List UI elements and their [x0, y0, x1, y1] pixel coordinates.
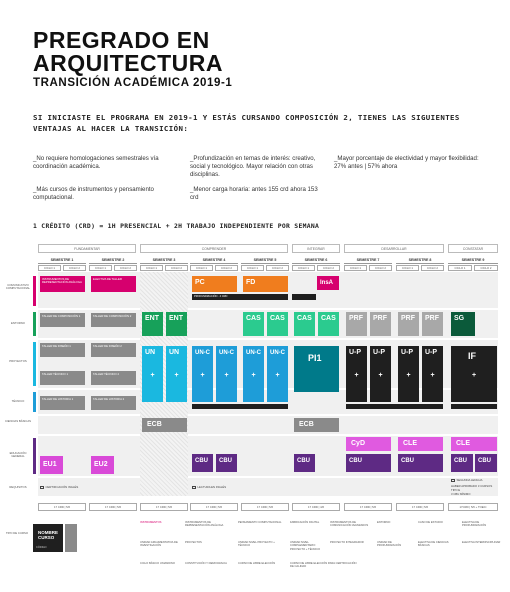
stage-constatar: CONSTATAR	[448, 244, 498, 253]
checkbox-icon	[192, 486, 196, 490]
course-prf[interactable]	[422, 312, 443, 336]
course-code: CAS	[297, 315, 312, 322]
stage-fundamentar: FUNDAMENTAR	[38, 244, 136, 253]
legend-item: UNIDAD DE PROFUNDIZACIÓN	[377, 541, 402, 548]
profundizacion-bar	[346, 404, 443, 409]
course-code: CAS	[246, 315, 261, 322]
course-taller-diseno-1[interactable]: TALLER DE DISEÑO 1	[40, 343, 85, 357]
benefit-4: _Menor carga horaria: antes 155 crd ahora 153 crd	[190, 186, 318, 201]
course-code: CBU	[195, 458, 208, 464]
course-code: UN-C	[270, 350, 285, 356]
legend-item: PROYECTO INTEGRADOR	[330, 541, 364, 544]
cycle-label: CICLO 2	[317, 265, 340, 271]
course-code: EU2	[94, 461, 108, 468]
course-un[interactable]	[166, 346, 187, 402]
plus-icon: +	[430, 372, 435, 379]
course-pi1[interactable]	[294, 346, 339, 392]
legend-item: PENSAMIENTO COMPUTACIONAL	[238, 521, 282, 524]
course-code: CBU	[401, 458, 414, 464]
legend-item: UNIDAD NIVEL COMPLEMENTARIO PROYECTO + TÉCNICO	[290, 541, 321, 551]
checkbox-icon	[40, 486, 44, 490]
semester-total: 17 CRD | 5/6	[190, 503, 238, 511]
area-bar	[33, 276, 36, 306]
cycle-label: CICLO 1	[448, 265, 472, 271]
semester-1-header: SEMESTRE 1	[38, 256, 86, 264]
course-ecb[interactable]	[142, 418, 187, 432]
course-cas[interactable]	[243, 312, 264, 336]
course-cle[interactable]	[451, 437, 497, 451]
cycle-label: CICLO 2	[421, 265, 444, 271]
course-code: SG	[454, 315, 465, 322]
course-pc[interactable]	[192, 276, 237, 292]
cycle-label: CICLO 1	[140, 265, 163, 271]
semester-total: 17 CRD | 5/6	[38, 503, 86, 511]
course-taller-historia-1[interactable]: TALLER DE HISTORIA 1	[40, 396, 85, 410]
course-taller-diseno-2[interactable]: TALLER DE DISEÑO 2	[91, 343, 136, 357]
cycle-label: CICLO 1	[396, 265, 419, 271]
legend-item: PROYECTOS	[185, 541, 202, 544]
course-un-c[interactable]	[216, 346, 237, 402]
course-code: PI1	[308, 353, 322, 363]
legend-sample-box	[33, 524, 63, 552]
cycle-label: CICLO 2	[63, 265, 86, 271]
page-title-line1: PREGRADO EN	[33, 27, 210, 53]
area-entorno: ENTORNO	[11, 321, 25, 325]
course-code: UN	[145, 349, 156, 356]
intro-text: SI INICIASTE EL PROGRAMA EN 2019-1 Y ESTÁS CURSANDO COMPOSICIÓN 2, TIENES LAS SIGUIENTES VENTAJAS AL HACER LA TRANSICIÓN:	[33, 113, 460, 133]
course-eu1[interactable]	[40, 456, 63, 474]
semester-8-header: SEMESTRE 8	[396, 256, 444, 264]
page-subtitle: TRANSICIÓN ACADÉMICA 2019-1	[33, 77, 233, 89]
course-cbu[interactable]	[398, 454, 443, 472]
profundizacion-bar: PROFUNDIZACIÓN · 4 CRD	[192, 294, 288, 300]
legend-item: CICLO BÁSICO UNIANDINO	[140, 562, 175, 565]
semester-total: 17 CRD | 5/6	[396, 503, 444, 511]
area-bar	[33, 342, 36, 386]
course-code: CBU	[454, 458, 467, 464]
course-code: U-P	[349, 349, 362, 356]
cycle-label: CICLO 1	[241, 265, 264, 271]
course-code: CBU	[478, 458, 491, 464]
legend-item: CURSO DE LIBRE ELECCIÓN	[238, 562, 276, 565]
requirement-certificacion-ingles[interactable]	[40, 485, 78, 489]
legend-item: CURSO DE LIBRE ELECCIÓN PARA CERTIFICACIÓN DE CALIDAD	[290, 562, 357, 569]
course-un-c[interactable]	[243, 346, 264, 402]
cycle-label: CICLO 2	[266, 265, 289, 271]
course-code: UN-C	[219, 350, 234, 356]
profundizacion-bar	[451, 404, 497, 409]
course-cbu[interactable]	[192, 454, 213, 472]
course-un-c[interactable]	[267, 346, 288, 402]
cycle-label: CICLO 2	[474, 265, 498, 271]
semester-9-header: SEMESTRE 9	[448, 256, 498, 264]
plus-icon: +	[406, 372, 411, 379]
course-code: PC	[195, 279, 205, 286]
course-code: CAS	[321, 315, 336, 322]
plus-icon: +	[471, 372, 477, 379]
requirement-label: LECTURA EN INGLÉS	[197, 485, 227, 489]
semester-5-header: SEMESTRE 5	[241, 256, 289, 264]
plus-icon: +	[150, 372, 155, 379]
course-code: U-P	[401, 349, 414, 356]
course-code: ENT	[169, 315, 183, 322]
legend-box-code: CÓDIGO	[36, 546, 47, 549]
course-cbu[interactable]	[451, 454, 473, 472]
course-cas[interactable]	[318, 312, 339, 336]
course-cyd[interactable]	[346, 437, 391, 451]
cycle-label: CICLO 2	[215, 265, 238, 271]
area-bar	[33, 392, 36, 412]
course-code: FD	[246, 279, 256, 286]
course-code: CLE	[456, 440, 470, 447]
course-un[interactable]	[142, 346, 163, 402]
course-code: CyD	[351, 440, 366, 447]
course-cbu[interactable]	[294, 454, 315, 472]
plus-icon: +	[378, 372, 383, 379]
course-ent[interactable]	[166, 312, 187, 336]
course-prf[interactable]	[370, 312, 391, 336]
course-insa[interactable]	[317, 276, 339, 290]
semester-7-header: SEMESTRE 7	[344, 256, 392, 264]
course-u-p[interactable]	[370, 346, 391, 402]
benefit-5: _Mayor porcentaje de electividad y mayor flexibilidad: 27% antes | 57% ahora	[334, 155, 479, 170]
course-taller-composicion-1[interactable]: TALLER DE COMPOSICIÓN 1	[40, 313, 85, 327]
semester-total: 17 CRD | 5/6	[241, 503, 289, 511]
page-title-line2: ARQUITECTURA	[33, 50, 223, 76]
legend-item: ELECTIVA DE PROFUNDIZACIÓN	[462, 521, 487, 528]
legend-item: ELECTIVA DE CIENCIAS BÁSICAS	[418, 541, 449, 548]
course-ecb[interactable]	[294, 418, 339, 432]
cycle-label: CICLO 1	[344, 265, 367, 271]
area-bar	[33, 312, 36, 336]
plus-icon: +	[251, 372, 256, 379]
course-un-c[interactable]	[192, 346, 213, 402]
course-ent[interactable]	[142, 312, 163, 336]
course-code: PRF	[425, 315, 439, 322]
course-code: ENT	[145, 315, 159, 322]
requirement-cbu-minimo	[451, 492, 470, 496]
course-code: UN-C	[246, 350, 261, 356]
course-code: PRF	[349, 315, 363, 322]
stage-comprender: COMPRENDER	[140, 244, 288, 253]
area-ciencias: CIENCIAS BÁSICAS	[4, 419, 32, 423]
course-cas[interactable]	[267, 312, 288, 336]
course-code: PRF	[373, 315, 387, 322]
requirement-label: CERTIFICACIÓN INGLÉS	[45, 485, 79, 489]
course-u-p[interactable]	[398, 346, 419, 402]
profundizacion-bar	[292, 294, 316, 300]
plus-icon: +	[224, 372, 229, 379]
semester-total: 17 CRD | 5/6	[89, 503, 137, 511]
requirement-label: 3 CBU MÍNIMO	[451, 492, 471, 496]
cycle-label: CICLO 1	[89, 265, 112, 271]
course-sg[interactable]	[451, 312, 475, 336]
plus-icon: +	[174, 372, 179, 379]
course-code: CBU	[297, 458, 310, 464]
course-code: EU1	[43, 461, 57, 468]
course-u-p[interactable]	[422, 346, 443, 402]
course-cbu[interactable]	[216, 454, 237, 472]
course-code: ECB	[147, 421, 162, 428]
course-cbu[interactable]	[475, 454, 497, 472]
credit-note: 1 CRÉDITO (CRD) = 1H PRESENCIAL + 2H TRABAJO INDEPENDIENTE POR SEMANA	[33, 222, 320, 230]
semester-total: 17 CRD | 4/6	[292, 503, 340, 511]
area-tecnico: TÉCNICO	[11, 399, 25, 403]
legend-item: ELECTIVA INTERDISCIPLINAR	[462, 541, 501, 544]
legend-item: CONSTITUCIÓN Y DEMOCRACIA	[185, 562, 227, 565]
legend-item: FABRICACIÓN DIGITAL	[290, 521, 320, 524]
requirement-lectura-ingles[interactable]	[192, 485, 226, 489]
course-code: U-P	[373, 349, 386, 356]
course-u-p[interactable]	[346, 346, 367, 402]
legend-title: TIPO DE CURSO	[5, 531, 29, 535]
requirement-segunda-lengua[interactable]	[451, 478, 482, 482]
course-code: U-P	[425, 349, 438, 356]
course-taller-historia-2[interactable]: TALLER DE HISTORIA 2	[91, 396, 136, 410]
course-taller-tecnico-1[interactable]: TALLER TÉCNICO 1	[40, 371, 85, 385]
benefit-1: _No requiere homologaciones semestrales vía coordinación académica.	[33, 155, 159, 170]
course-code: IF	[468, 351, 476, 361]
row-band-requisitos	[38, 478, 498, 496]
checkbox-icon	[451, 479, 455, 483]
semester-total: 17 CRD | 5/6	[140, 503, 188, 511]
plus-icon: +	[354, 372, 359, 379]
stage-integrar: INTEGRAR	[292, 244, 340, 253]
course-taller-tecnico-2[interactable]: TALLER TÉCNICO 2	[91, 371, 136, 385]
semester-6-header: SEMESTRE 6	[292, 256, 340, 264]
course-code: UN-C	[195, 350, 210, 356]
legend-item: CASO DE ESTUDIO	[418, 521, 443, 524]
legend-item: INSTRUMENTOS DE REPRESENTACIÓN ANÁLOGA	[185, 521, 224, 528]
requirement-cursos-tipo-e	[451, 484, 497, 492]
cycle-label: CICLO 1	[292, 265, 315, 271]
semester-total: 17 CRD | 5/6	[344, 503, 392, 511]
cycle-label: CICLO 1	[38, 265, 61, 271]
course-code: CLE	[403, 440, 417, 447]
legend-box-title: NOMBRE CURSO	[38, 530, 58, 540]
course-cas[interactable]	[294, 312, 315, 336]
course-code: InsA	[320, 280, 334, 286]
cycle-label: CICLO 1	[190, 265, 213, 271]
legend-item: INSTRUMENTOS DE COMUNICACIÓN AVANZADOS	[330, 521, 369, 528]
course-code: CBU	[349, 458, 362, 464]
area-educacion: EDUCACIÓN GENERAL	[9, 451, 27, 459]
semester-4-header: SEMESTRE 4	[190, 256, 238, 264]
legend-item: ENTORNO	[377, 521, 391, 524]
course-code: ECB	[299, 421, 314, 428]
requirement-label: HABER APROBADO 3 CURSOS TIPO E	[451, 484, 493, 492]
legend-item: UNIDAD NIVEL PROYECTO + TÉCNICO	[238, 541, 275, 548]
course-taller-composicion-2[interactable]: TALLER DE COMPOSICIÓN 2	[91, 313, 136, 327]
course-code: CBU	[219, 458, 232, 464]
legend-item: UNIDAD ARGUMENTATIVA DE INVESTIGACIÓN	[140, 541, 178, 548]
requirement-label: SEGUNDA LENGUA	[456, 478, 483, 482]
benefit-2: _Más cursos de instrumentos y pensamiento computacional.	[33, 186, 154, 201]
cycle-label: CICLO 2	[369, 265, 392, 271]
course-code: CAS	[270, 315, 285, 322]
semester-2-header: SEMESTRE 2	[89, 256, 137, 264]
semester-total: 17CRD | 5/6 + TOEIC	[448, 503, 498, 511]
profundizacion-bar	[192, 404, 288, 409]
course-prf[interactable]	[346, 312, 367, 336]
area-proyectos: PROYECTOS	[9, 359, 27, 363]
course-electiva-taller[interactable]: ELECTIVA DE TALLER	[91, 276, 136, 292]
legend-sample-side	[65, 524, 77, 552]
area-requisitos: REQUISITOS	[9, 485, 27, 489]
legend-item: INSTRUMENTOS	[140, 521, 162, 524]
area-comunicativo: COMUNICATIVO COMPUTACIONAL	[5, 283, 31, 291]
course-cbu[interactable]	[346, 454, 391, 472]
semester-3-header: SEMESTRE 3	[140, 256, 188, 264]
stage-desarrollar: DESARROLLAR	[344, 244, 444, 253]
course-if[interactable]	[451, 346, 497, 402]
benefit-3: _Profundización en temas de interés: creativo, social y tecnológico. Mayor relación con otras disciplinas.	[190, 155, 316, 178]
course-instrumentos-representacion[interactable]: INSTRUMENTOS DE REPRESENTACIÓN ANÁLOGA	[40, 276, 85, 292]
course-code: PRF	[401, 315, 415, 322]
cycle-label: CICLO 2	[114, 265, 137, 271]
course-prf[interactable]	[398, 312, 419, 336]
cycle-label: CICLO 2	[165, 265, 188, 271]
plus-icon: +	[200, 372, 205, 379]
area-bar	[33, 438, 36, 474]
course-cle[interactable]	[398, 437, 443, 451]
course-code: UN	[169, 349, 180, 356]
course-fd[interactable]	[243, 276, 288, 292]
plus-icon: +	[275, 372, 280, 379]
course-eu2[interactable]	[91, 456, 114, 474]
row-band-ciencias	[38, 416, 498, 434]
